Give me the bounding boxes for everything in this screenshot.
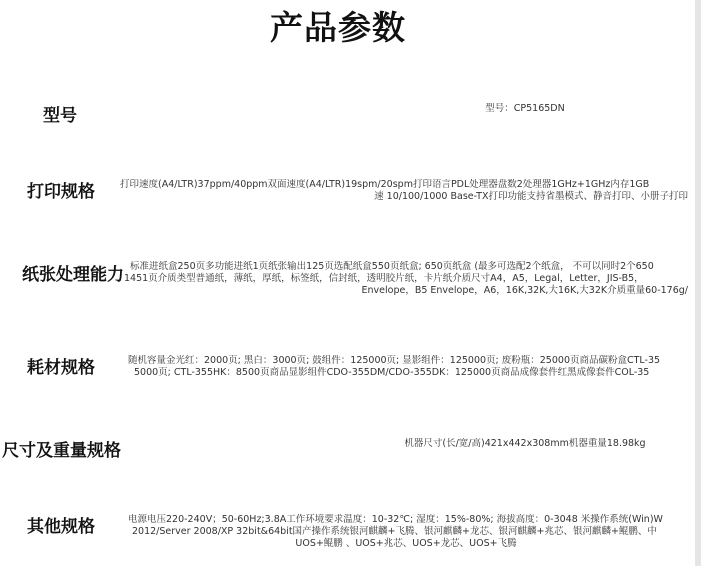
- spec-line: 1451页介质类型普通纸，薄纸，厚纸，标签纸，信封纸，透明胶片纸，卡片纸介质尺寸A4，A5，Legal，Letter，JIS-B5，: [124, 273, 644, 284]
- spec-line: 随机容量金光红：2000页; 黑白：3000页; 鼓组件：125000页; 显影组件：125000页; 废粉瓶：25000页商品碳粉盒CTL-35: [128, 355, 661, 366]
- spec-label-dimensions: 尺寸及重量规格: [2, 441, 121, 461]
- spec-value-print: [120, 179, 688, 203]
- spec-label-print: 打印规格: [27, 182, 95, 202]
- spec-value-dimensions: [380, 438, 670, 450]
- spec-value-supplies: [124, 355, 688, 379]
- spec-label-paper: 纸张处理能力: [22, 265, 124, 285]
- spec-line: 机器尺寸(长/宽/高)421x442x308mm机器重量18.98kg: [404, 438, 646, 449]
- spec-line: 2012/Server 2008/XP 32bit&64bit国产操作系统银河麒麟+飞腾、银河麒麟+龙芯、银河麒麟+兆芯、银河麒麟+鲲鹏、中: [132, 526, 657, 537]
- spec-line: 标准进纸盒250页多功能进纸1页纸张输出125页选配纸盒550页纸盒; 650页纸盒 (最多可选配2个纸盒， 不可以同时2个650: [130, 261, 654, 272]
- spec-value-paper: [124, 261, 688, 297]
- page-title: 产品参数: [270, 8, 406, 47]
- spec-line: Envelope，B5 Envelope，A6，16K,32K,大16K,大32K介质重量60-176g/: [361, 285, 688, 296]
- spec-line: 打印速度(A4/LTR)37ppm/40ppm双面速度(A4/LTR)19spm/20spm打印语言PDL处理器盘数2处理器1GHz+1GHz内存1GB: [120, 179, 650, 190]
- spec-line: 速 10/100/1000 Base-TX打印功能支持省墨模式、静音打印、小册子打印: [374, 191, 688, 202]
- spec-line: UOS+鲲鹏 、UOS+兆芯、UOS+龙芯、UOS+飞腾: [295, 538, 517, 549]
- spec-label-other: 其他规格: [27, 517, 95, 537]
- spec-label-supplies: 耗材规格: [27, 358, 95, 378]
- spec-value-other: [124, 514, 688, 550]
- spec-line: 电源电压220-240V；50-60Hz;3.8A工作环境要求温度：10-32℃; 湿度：15%-80%; 海拔高度：0-3048 米操作系统(Win)W: [128, 514, 663, 525]
- spec-value-model: [400, 103, 650, 115]
- spec-label-model: 型号: [43, 106, 77, 126]
- spec-line: 5000页; CTL-355HK：8500页商品显影组件CDO-355DM/CDO-355DK：125000页商品成像套件红黑成像套件COL-35: [134, 367, 650, 378]
- spec-line: 型号：CP5165DN: [485, 103, 565, 114]
- scrollbar-track[interactable]: [695, 0, 701, 566]
